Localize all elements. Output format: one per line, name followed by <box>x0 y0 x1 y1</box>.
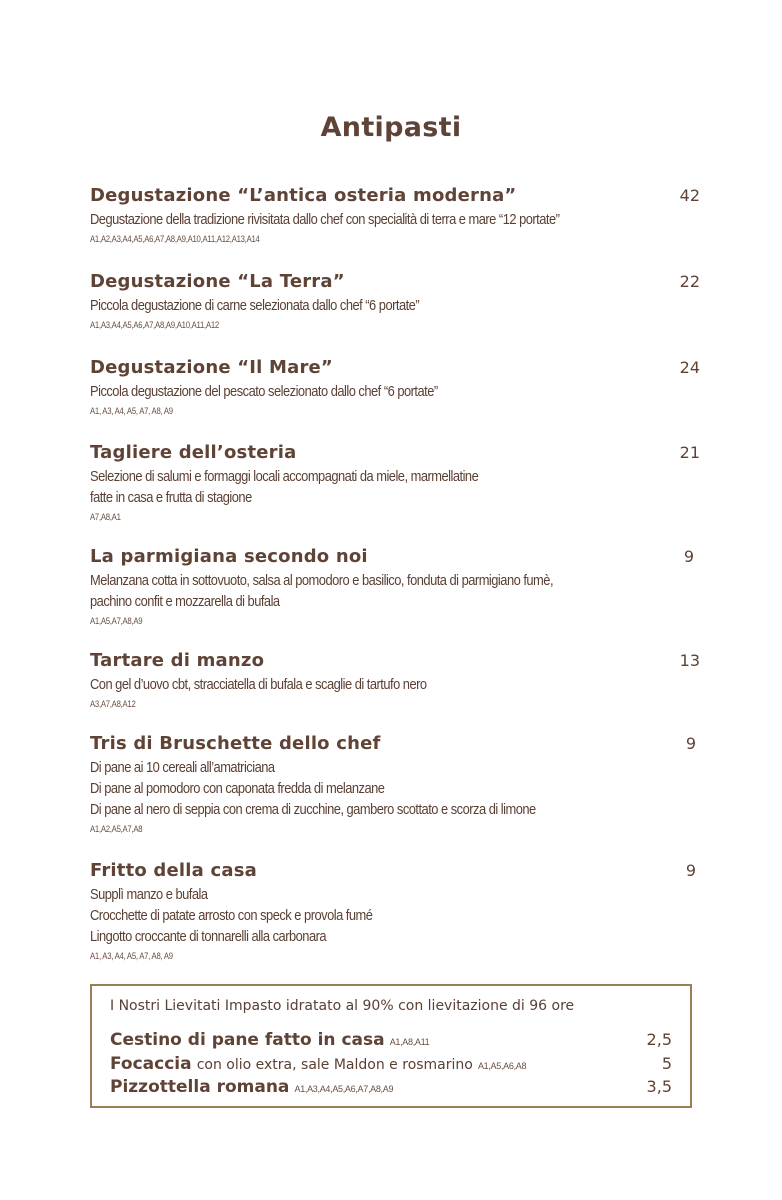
item-price: 24 <box>679 358 700 377</box>
item-description: Lingotto croccante di tonnarelli alla carbonara <box>90 928 327 945</box>
menu-item <box>90 731 700 836</box>
item-price: 22 <box>679 272 700 291</box>
item-name: La parmigiana secondo noi <box>90 546 368 567</box>
item-description: Di pane al pomodoro con caponata fredda di melanzane <box>90 780 385 797</box>
bread-item <box>110 1028 672 1052</box>
item-description: Selezione di salumi e formaggi locali accompagnati da miele, marmellatine <box>90 468 479 485</box>
bread-section-box <box>90 984 692 1108</box>
item-allergens: A1,A2,A5,A7,A8 <box>90 824 143 834</box>
item-description: Supplì manzo e bufala <box>90 886 208 903</box>
menu-item <box>90 858 700 963</box>
item-allergens: A3,A7,A8,A12 <box>90 699 136 709</box>
menu-item <box>90 269 700 332</box>
bread-item-description: con olio extra, sale Maldon e rosmarino <box>196 1057 473 1073</box>
item-description: Degustazione della tradizione rivisitata dallo chef con specialità di terra e mare “12 portate” <box>90 211 560 228</box>
menu-item <box>90 355 700 418</box>
bread-item-price: 3,5 <box>646 1077 672 1096</box>
item-allergens: A1,A3,A4,A5,A6,A7,A8,A9,A10,A11,A12 <box>90 320 219 330</box>
item-name: Degustazione “Il Mare” <box>90 357 333 378</box>
item-price: 9 <box>685 734 696 753</box>
bread-item-name: Pizzottella romana <box>110 1077 290 1097</box>
item-price: 9 <box>683 547 694 566</box>
menu-item <box>90 440 700 524</box>
menu-item <box>90 183 700 246</box>
bread-item-price: 2,5 <box>646 1030 672 1049</box>
item-description: Di pane ai 10 cereali all’amatriciana <box>90 759 275 776</box>
item-allergens: A1, A3, A4, A5, A7, A8, A9 <box>90 951 173 961</box>
page-title: Antipasti <box>320 112 462 143</box>
item-allergens: A7,A8,A1 <box>90 512 121 522</box>
item-allergens: A1,A5,A7,A8,A9 <box>90 616 143 626</box>
item-description: Di pane al nero di seppia con crema di zucchine, gambero scottato e scorza di limone <box>90 801 536 818</box>
item-description: pachino confit e mozzarella di bufala <box>90 593 280 610</box>
item-description: Piccola degustazione del pescato selezionato dallo chef “6 portate” <box>90 383 438 400</box>
item-name: Tartare di manzo <box>90 650 265 671</box>
item-price: 9 <box>685 861 696 880</box>
item-description: Crocchette di patate arrosto con speck e provola fumé <box>90 907 373 924</box>
item-description: Con gel d’uovo cbt, stracciatella di bufala e scaglie di tartufo nero <box>90 676 427 693</box>
item-price: 13 <box>679 651 700 670</box>
item-name: Degustazione “L’antica osteria moderna” <box>90 185 517 206</box>
item-description: fatte in casa e frutta di stagione <box>90 489 252 506</box>
menu-item <box>90 544 700 628</box>
bread-item-name: Focaccia <box>110 1054 192 1074</box>
bread-item <box>110 1052 672 1076</box>
item-description: Melanzana cotta in sottovuoto, salsa al pomodoro e basilico, fonduta di parmigiano fumè, <box>90 572 554 589</box>
bread-item-allergens: A1,A5,A6,A8 <box>477 1061 527 1071</box>
item-name: Tris di Bruschette dello chef <box>90 733 381 754</box>
item-name: Tagliere dell’osteria <box>90 442 297 463</box>
bread-item-name: Cestino di pane fatto in casa <box>110 1030 385 1050</box>
item-price: 42 <box>679 186 700 205</box>
bread-section-header: I Nostri Lievitati Impasto idratato al 90% con lievitazione di 96 ore <box>110 998 575 1014</box>
item-name: Degustazione “La Terra” <box>90 271 345 292</box>
bread-item-price: 5 <box>661 1054 672 1073</box>
item-description: Piccola degustazione di carne selezionata dallo chef “6 portate” <box>90 297 420 314</box>
item-name: Fritto della casa <box>90 860 257 881</box>
bread-item <box>110 1075 672 1099</box>
menu-item <box>90 648 700 711</box>
item-price: 21 <box>679 443 700 462</box>
item-allergens: A1, A3, A4, A5, A7, A8, A9 <box>90 406 173 416</box>
bread-item-allergens: A1,A8,A11 <box>389 1037 430 1047</box>
bread-item-allergens: A1,A3,A4,A5,A6,A7,A8,A9 <box>294 1084 394 1094</box>
item-allergens: A1,A2,A3,A4,A5,A6,A7,A8,A9,A10,A11,A12,A13,A14 <box>90 234 260 244</box>
